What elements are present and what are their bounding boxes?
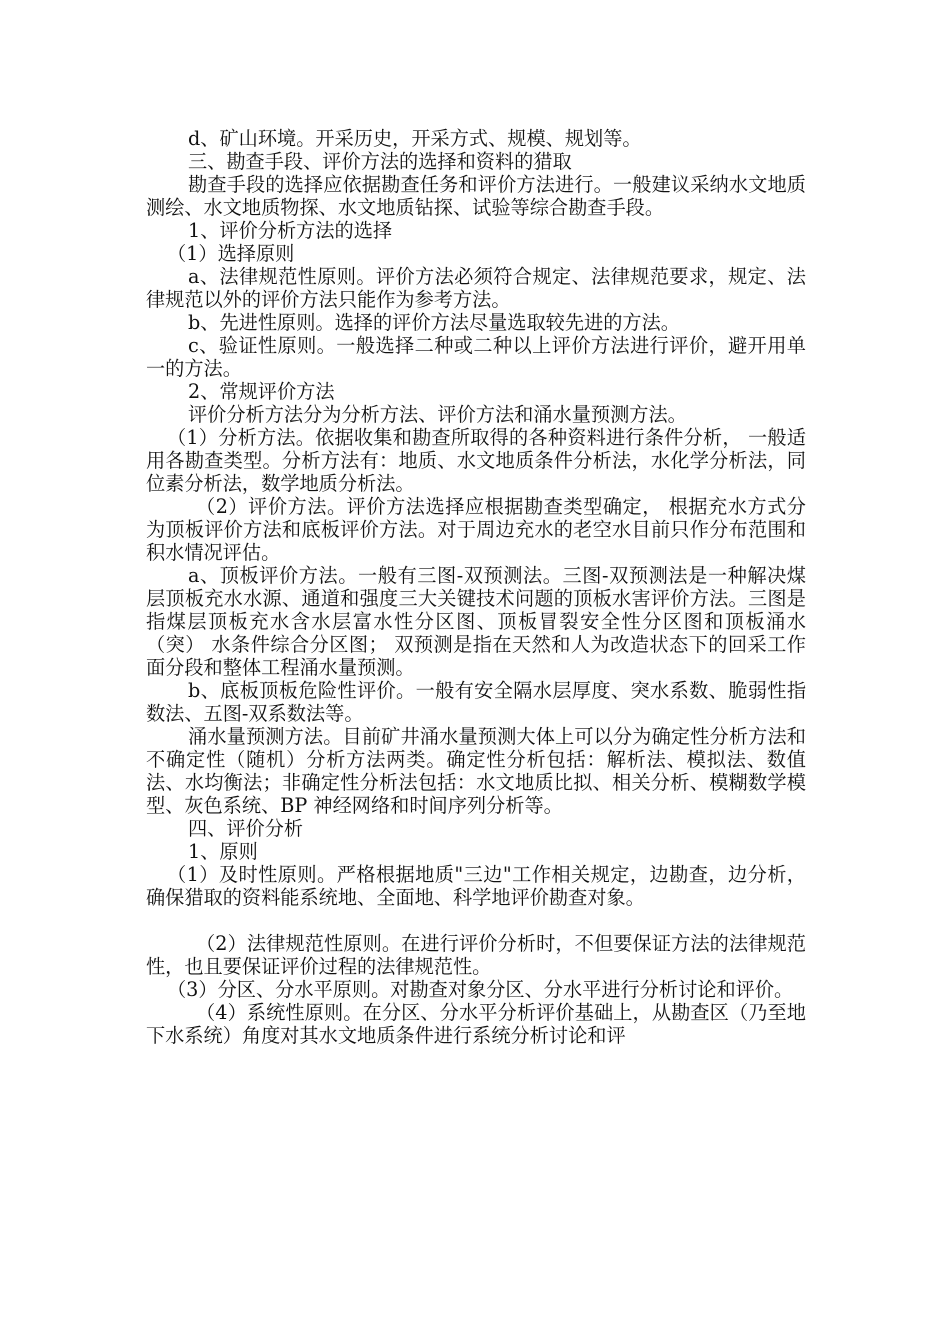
subheading-conventional-methods: 2、常规评价方法	[188, 380, 335, 403]
paragraph-analysis-method: （1）分析方法。依据收集和勘查所取得的各种资料进行条件分析， 一般适用各勘查类型。分析方法有：地质、水文地质条件分析法，水化学分析法，同位素分析法，数学地质分析法。	[146, 426, 806, 495]
subheading-selection-principle: （1）选择原则	[167, 242, 295, 265]
subheading-method-selection: 1、评价分析方法的选择	[188, 219, 393, 242]
paragraph-method-types: 评价分析方法分为分析方法、评价方法和涌水量预测方法。	[188, 403, 687, 426]
paragraph-legal-principle: （2）法律规范性原则。在进行评价分析时，不但要保证方法的法律规范性，也且要保证评价过程的法律规范性。	[146, 932, 806, 978]
paragraph-systematic-principle: （4）系统性原则。在分区、分水平分析评价基础上，从勘查区（乃至地下水系统）角度对其水文地质条件进行系统分析讨论和评	[146, 1001, 806, 1047]
subheading-principles: 1、原则	[188, 840, 258, 863]
paragraph-timeliness-principle: （1）及时性原则。严格根据地质"三边"工作相关规定，边勘查，边分析，确保猎取的资料能系统地、全面地、科学地评价勘查对象。	[146, 863, 806, 909]
paragraph-principle-b: b、先进性原则。选择的评价方法尽量选取较先进的方法。	[188, 311, 680, 334]
paragraph-inflow-prediction: 涌水量预测方法。目前矿井涌水量预测大体上可以分为确定性分析方法和不确定性（随机）分析方法两类。确定性分析包括：解析法、模拟法、数值法、水均衡法；非确定性分析法包括：水文地质比拟、相关分析、模糊数学模型、灰色系统、BP 神经网络和时间序列分析等。	[146, 725, 806, 817]
paragraph-zoning-principle: （3）分区、分水平原则。对勘查对象分区、分水平进行分析讨论和评价。	[167, 978, 794, 1001]
paragraph-principle-a: a、法律规范性原则。评价方法必须符合规定、法律规范要求，规定、法律规范以外的评价方法只能作为参考方法。	[146, 265, 806, 311]
section-heading-3: 三、勘查手段、评价方法的选择和资料的猎取	[188, 150, 572, 173]
paragraph-survey-means: 勘查手段的选择应依据勘查任务和评价方法进行。一般建议采纳水文地质测绘、水文地质物探、水文地质钻探、试验等综合勘查手段。	[146, 173, 806, 219]
section-heading-4: 四、评价分析	[188, 817, 304, 840]
paragraph-roof-evaluation: a、顶板评价方法。一般有三图-双预测法。三图-双预测法是一种解决煤层顶板充水水源、通道和强度三大关键技术问题的顶板水害评价方法。三图是指煤层顶板充水含水层富水性分区图、顶板冒裂安全性分区图和顶板涌水（突） 水条件综合分区图； 双预测是指在天然和人为改造状态下的回采工作面分段和整体工程涌水量预测。	[146, 564, 806, 679]
document-body	[146, 127, 806, 1047]
paragraph-principle-c: c、验证性原则。一般选择二种或二种以上评价方法进行评价，避开用单一的方法。	[146, 334, 806, 380]
paragraph-evaluation-method: （2）评价方法。评价方法选择应根据勘查类型确定， 根据充水方式分为顶板评价方法和底板评价方法。对于周边充水的老空水目前只作分布范围和积水情况评估。	[146, 495, 806, 564]
paragraph-mine-environment: d、矿山环境。开采历史，开采方式、规模、规划等。	[188, 127, 642, 150]
paragraph-floor-evaluation: b、底板顶板危险性评价。一般有安全隔水层厚度、突水系数、脆弱性指数法、五图-双系数法等。	[146, 679, 806, 725]
